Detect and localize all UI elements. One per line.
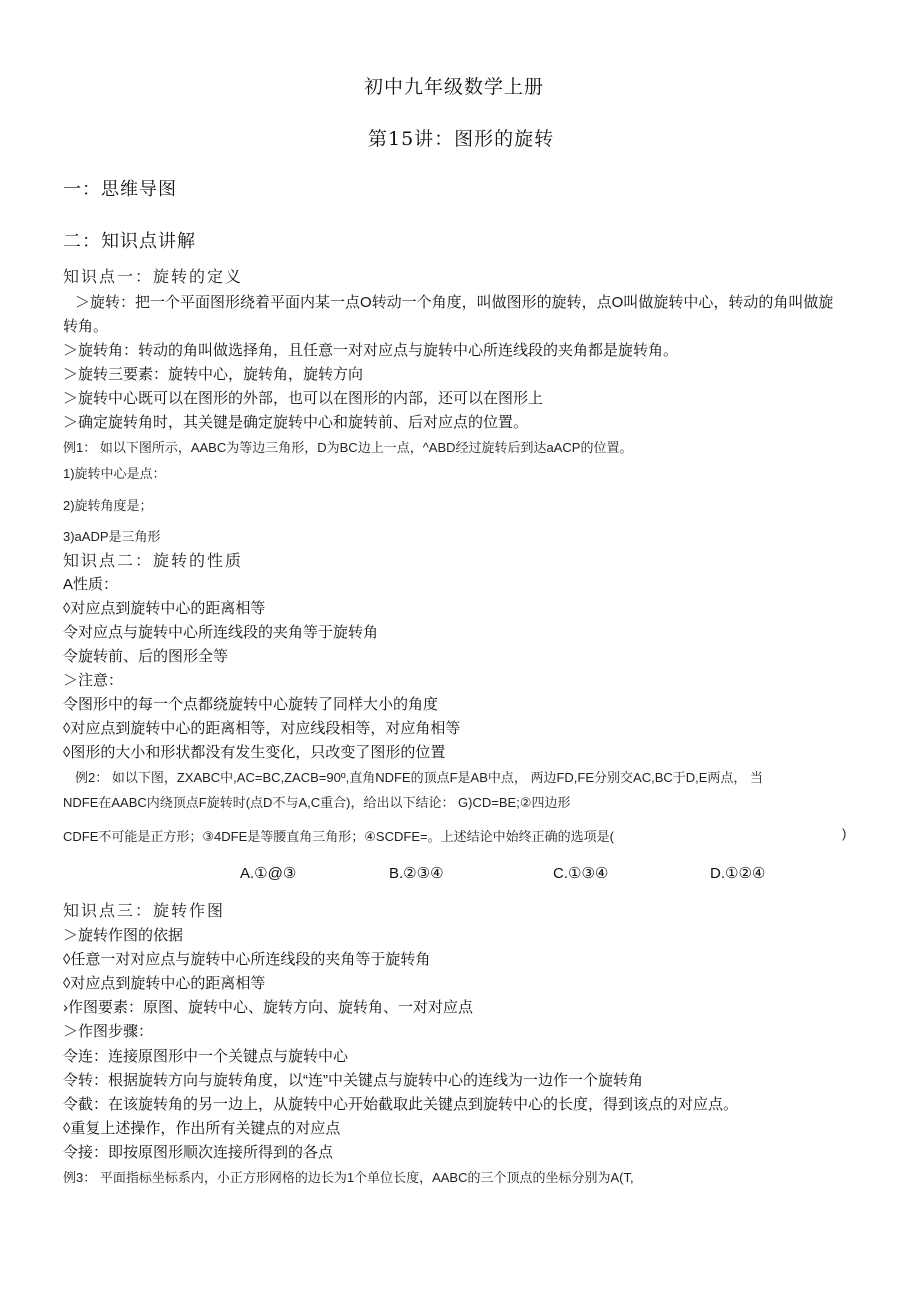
kp2-line: 令图形中的每一个点都绕旋转中心旋转了同样大小的角度	[63, 696, 439, 713]
kp1-line: ＞旋转角：转动的角叫做选择角，且任意一对对应点与旋转中心所连线段的夹角都是旋转角。	[63, 342, 679, 359]
example-1: 例1： 如以下图所示，AABC为等边三角形，D为BC边上一点，^ABD经过旋转后到达aACP的位置。	[63, 440, 633, 455]
kp3-line: ›作图要素：原图、旋转中心、旋转方向、旋转角、一对对应点	[63, 999, 473, 1016]
section-heading-mindmap: 一：思维导图	[63, 179, 177, 200]
kp2-line: ◊对应点到旋转中心的距离相等，对应线段相等，对应角相等	[63, 720, 461, 737]
kp3-line: ◊任意一对对应点与旋转中心所连线段的夹角等于旋转角	[63, 951, 431, 968]
lecture-title: 第15讲：图形的旋转	[368, 128, 555, 150]
kp2-line: ◊对应点到旋转中心的距离相等	[63, 600, 266, 617]
kp3-line: 令接：即按原图形顺次连接所得到的各点	[63, 1144, 334, 1161]
kp2-heading: 知识点二：旋转的性质	[63, 551, 244, 570]
example-3: 例3： 平面指标坐标系内，小正方形网格的边长为1个单位长度，AABC的三个顶点的坐标分别为A(T,	[63, 1170, 634, 1185]
kp3-line: ◊重复上述操作，作出所有关键点的对应点	[63, 1120, 341, 1137]
example-1-question-1: 1)旋转中心是点：	[63, 466, 166, 481]
example-2-line-2: NDFE在AABC内绕顶点F旋转时(点D不与A,C重合)，给出以下结论： G)CD=BE;②四边形	[63, 795, 571, 810]
kp1-line: ＞确定旋转角时，其关键是确定旋转中心和旋转前、后对应点的位置。	[63, 414, 529, 431]
kp3-line: 令转：根据旋转方向与旋转角度，以“连”中关键点与旋转中心的连线为一边作一个旋转角	[63, 1072, 643, 1089]
kp2-line: ＞注意：	[63, 672, 124, 689]
example-1-question-3: 3)aADP是三角形	[63, 529, 161, 544]
example-1-question-2: 2)旋转角度是；	[63, 498, 153, 513]
kp2-line: A性质：	[63, 576, 119, 593]
kp3-line: 令连：连接原图形中一个关键点与旋转中心	[63, 1048, 349, 1065]
kp1-line: ＞旋转中心既可以在图形的外部，也可以在图形的内部，还可以在图形上	[63, 390, 544, 407]
document-title: 初中九年级数学上册	[364, 76, 545, 98]
kp3-heading: 知识点三：旋转作图	[63, 901, 226, 920]
example-2-answer-paren: )	[842, 826, 847, 841]
kp1-heading: 知识点一：旋转的定义	[63, 267, 244, 286]
kp3-line: ＞作图步骤：	[63, 1023, 154, 1040]
kp3-line: ◊对应点到旋转中心的距离相等	[63, 975, 266, 992]
kp1-line: ＞旋转：把一个平面图形绕着平面内某一点O转动一个角度，叫做图形的旋转，点O叫做旋转中心，转动的角叫做旋	[75, 294, 834, 311]
option-b: B.②③④	[389, 865, 444, 882]
option-a: A.①@③	[240, 865, 297, 882]
kp2-line: ◊图形的大小和形状都没有发生变化，只改变了图形的位置	[63, 744, 446, 761]
kp1-line: 转角。	[63, 318, 109, 335]
example-2-line-1: 例2： 如以下图，ZXABC中,AC=BC,ZACB=90º,直角NDFE的顶点F是AB中点， 两边FD,FE分别交AC,BC于D,E两点， 当	[75, 770, 764, 785]
example-2-line-3: CDFE不可能是正方形；③4DFE是等腰直角三角形；④SCDFE=。上述结论中始终正确的选项是(	[63, 829, 614, 844]
kp3-line: ＞旋转作图的依据	[63, 927, 184, 944]
kp2-line: 令旋转前、后的图形全等	[63, 648, 229, 665]
option-c: C.①③④	[553, 865, 609, 882]
kp2-line: 令对应点与旋转中心所连线段的夹角等于旋转角	[63, 624, 379, 641]
option-d: D.①②④	[710, 865, 766, 882]
section-heading-knowledge: 二：知识点讲解	[63, 231, 196, 252]
kp3-line: 令截：在该旋转角的另一边上，从旋转中心开始截取此关键点到旋转中心的长度，得到该点的对应点。	[63, 1096, 739, 1113]
kp1-line: ＞旋转三要素：旋转中心，旋转角，旋转方向	[63, 366, 364, 383]
